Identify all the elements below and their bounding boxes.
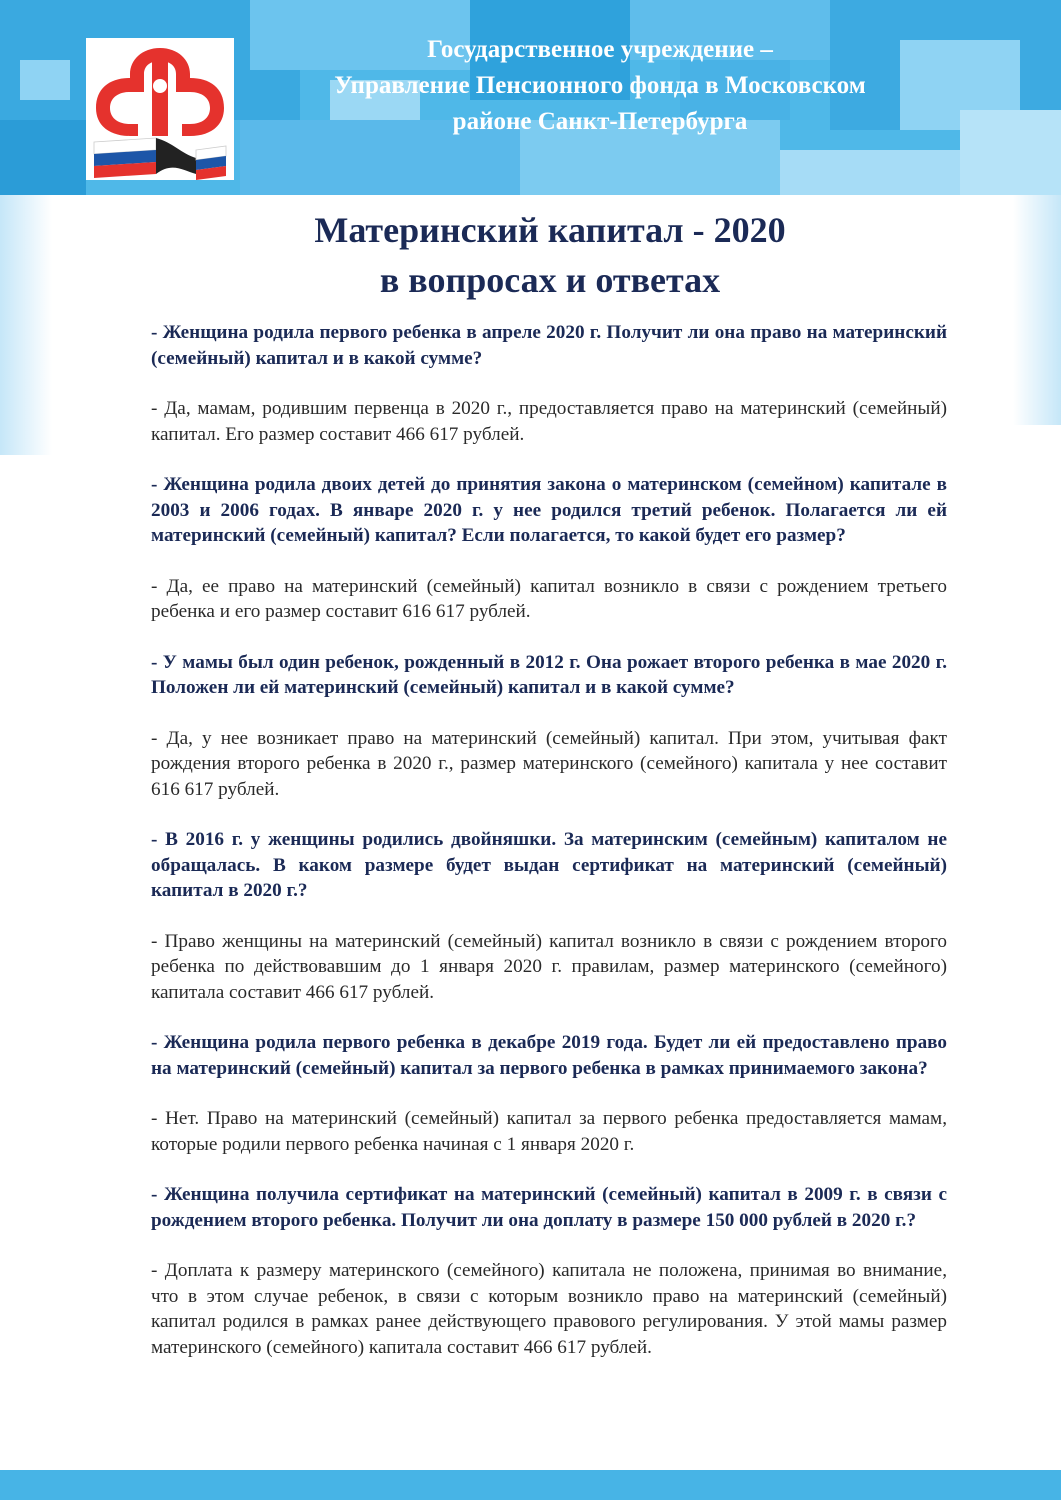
answer: - Доплата к размеру материнского (семейного) капитала не положена, принимая во внимание, что в этом случае ребенок, в связи с которым возникло право на материнский (семейный) капитал родился в рамках ранее действующего правового регулирования. У этой мамы размер материнского (семейного) капитала составит 466 617 рублей.: [151, 1260, 947, 1358]
answer: - Да, у нее возникает право на материнский (семейный) капитал. При этом, учитывая факт рождения второго ребенка в 2020 г., размер материнского (семейного) капитала у нее составит 616 617 рублей.: [151, 727, 947, 800]
question: - Женщина родила первого ребенка в апреле 2020 г. Получит ли она право на материнский (семейный) капитал и в какой сумме?: [151, 322, 947, 369]
title-line-2: в вопросах и ответах: [379, 260, 721, 300]
org-line: районе Санкт-Петербурга: [452, 108, 748, 135]
question: - Женщина родила двоих детей до принятия закона о материнском (семейном) капитале в 2003 и 2006 годах. В январе 2020 г. у нее родился третий ребенок. Полагается ли ей материнский (семейный) капитал? Если полагается, то какой будет его размер?: [151, 474, 947, 546]
org-line: Управление Пенсионного фонда в Московском: [334, 72, 866, 99]
title-line-1: Материнский капитал - 2020: [314, 210, 786, 250]
bottom-decorative-band: [0, 1470, 1061, 1500]
org-line: Государственное учреждение –: [427, 36, 773, 63]
question: - Женщина родила первого ребенка в декабре 2019 года. Будет ли ей предоставлено право на материнский (семейный) капитал за первого ребенка в рамках принимаемого закона?: [151, 1032, 947, 1079]
answer: - Да, мамам, родившим первенца в 2020 г., предоставляется право на материнский (семейный) капитал. Его размер составит 466 617 рублей.: [151, 398, 947, 445]
question: - В 2016 г. у женщины родились двойняшки. За материнским (семейным) капиталом не обращалась. В каком размере будет выдан сертификат на материнский (семейный) капитал в 2020 г.?: [151, 829, 947, 901]
page-title: [150, 205, 950, 305]
answer: - Да, ее право на материнский (семейный) капитал возникло в связи с рождением третьего ребенка и его размер составит 616 617 рублей.: [151, 575, 947, 622]
left-decorative-fade: [0, 195, 52, 455]
pfr-logo-icon: [86, 38, 234, 180]
answer: - Нет. Право на материнский (семейный) капитал за первого ребенка предоставляется мамам, которые родили первого ребенка начиная с 1 января 2020 г.: [151, 1108, 947, 1155]
question: - Женщина получила сертификат на материнский (семейный) капитал в 2009 г. в связи с рождением второго ребенка. Получит ли она доплату в размере 150 000 рублей в 2020 г.?: [151, 1184, 947, 1231]
qa-list: [151, 320, 947, 1385]
right-decorative-fade: [1013, 195, 1061, 425]
answer: - Право женщины на материнский (семейный) капитал возникло в связи с рождением второго ребенка по действовавшим до 1 января 2020 г. правилам, размер материнского (семейного) капитала составит 466 617 рублей.: [151, 930, 947, 1003]
question: - У мамы был один ребенок, рожденный в 2012 г. Она рожает второго ребенка в мае 2020 г. Положен ли ей материнский (семейный) капитал и в какой сумме?: [151, 651, 947, 698]
organization-name: [255, 32, 945, 140]
